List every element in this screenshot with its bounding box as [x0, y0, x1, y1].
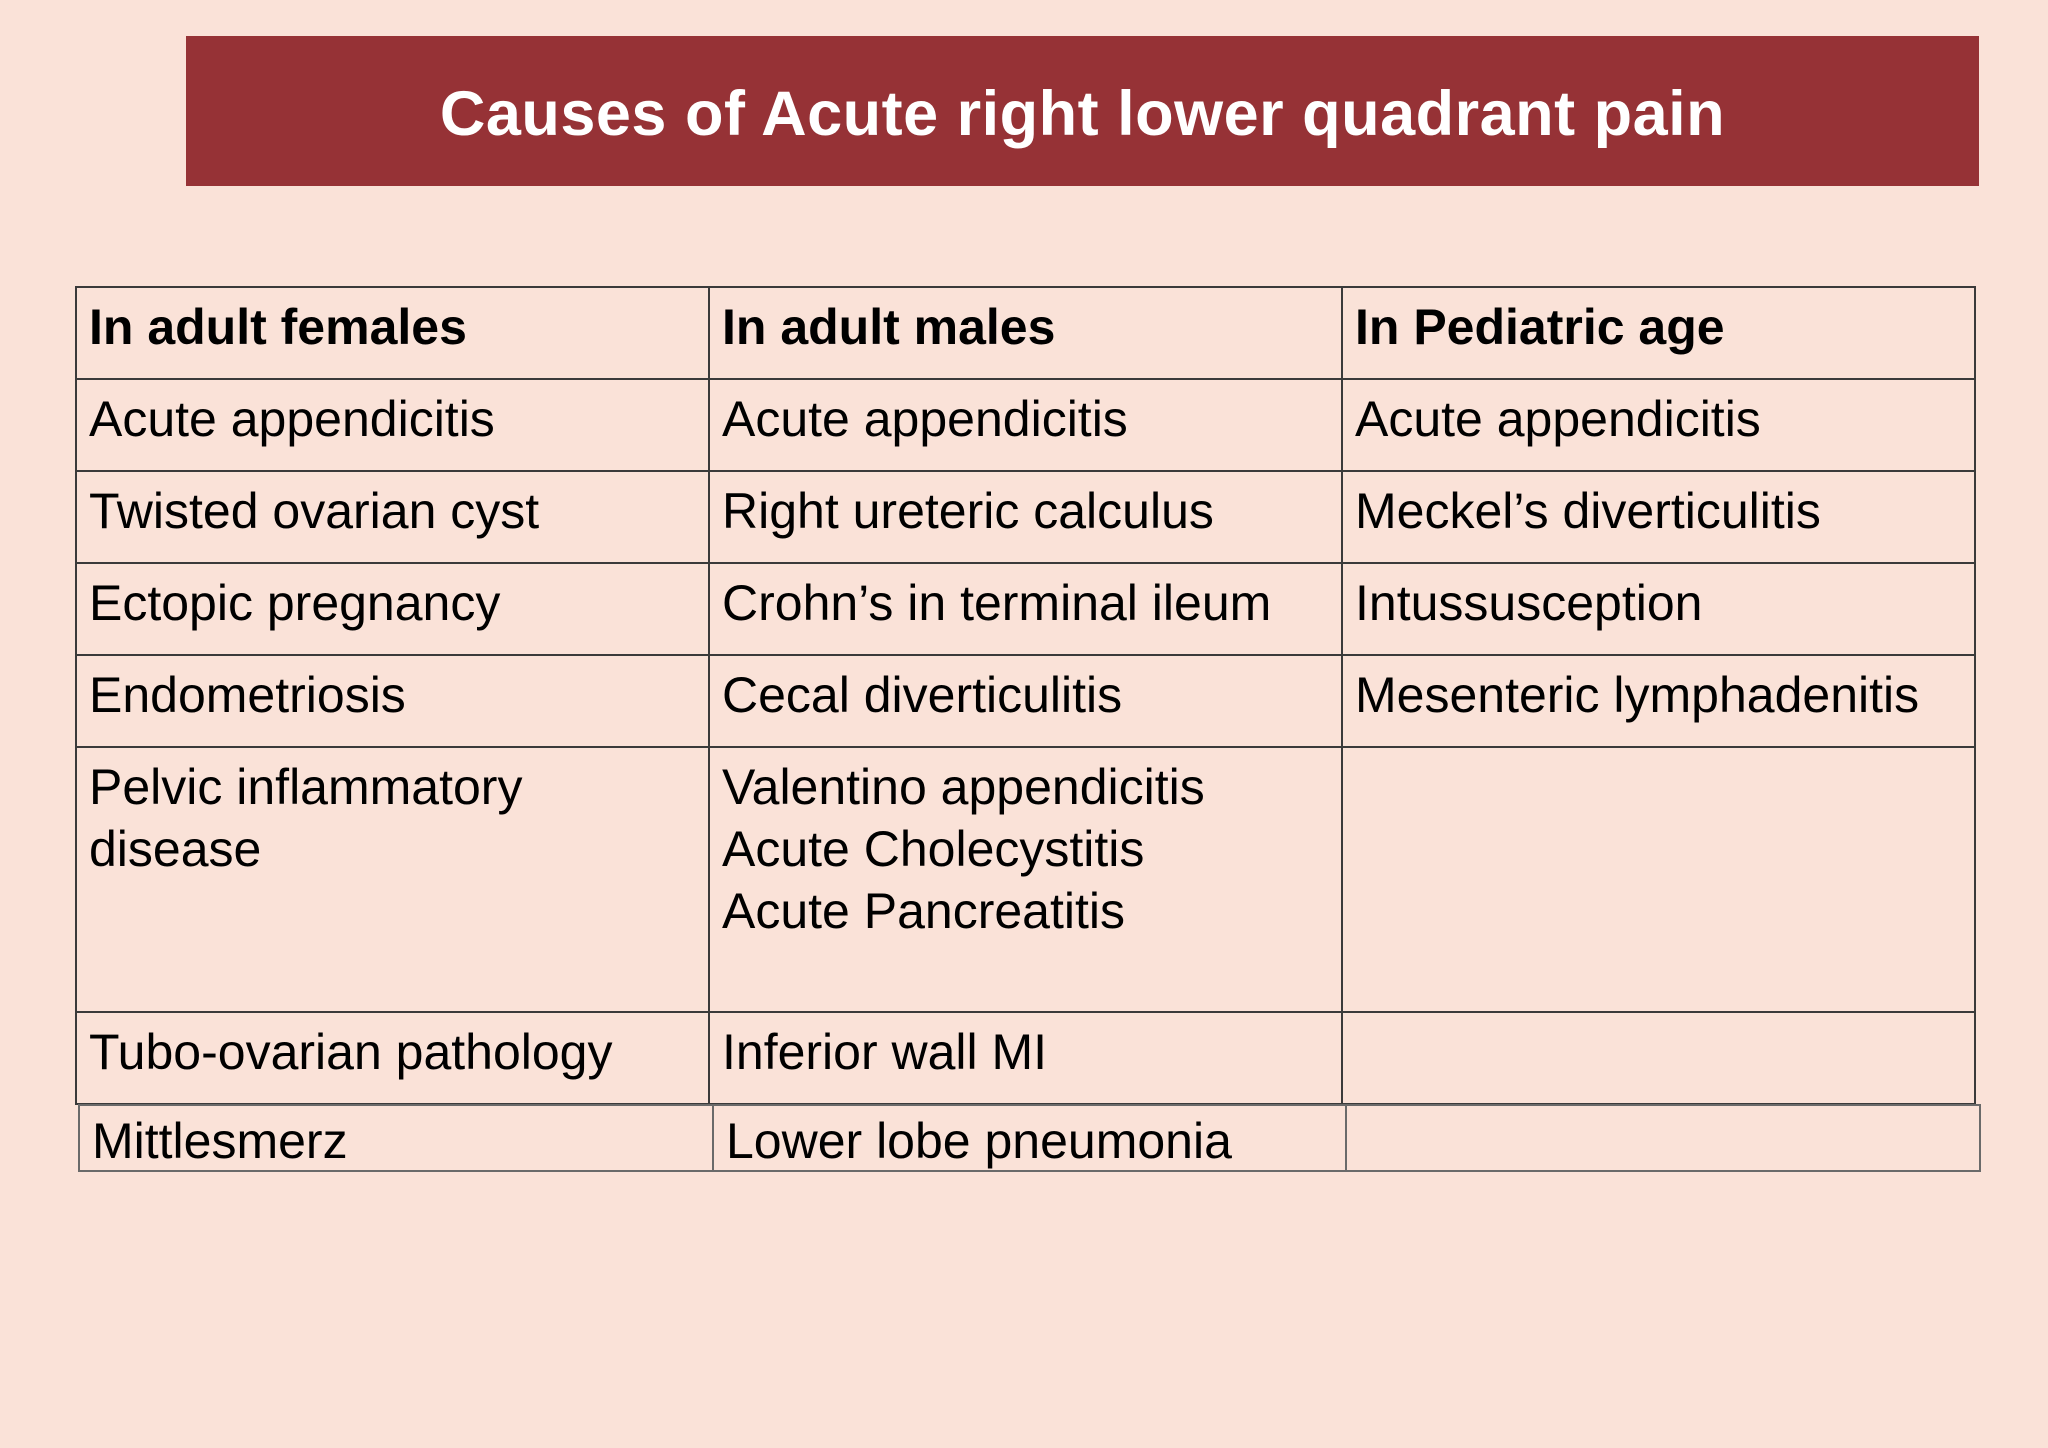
cell-text: Mesenteric lymphadenitis [1355, 667, 1920, 723]
cell-text: Crohn’s in terminal ileum [722, 575, 1272, 631]
table-row [76, 747, 1975, 1012]
cell-text: Valentino appendicitis [722, 759, 1205, 815]
table-row [76, 1012, 1975, 1104]
table-header-row [76, 287, 1975, 379]
cell-text: Right ureteric calculus [722, 483, 1214, 539]
males-cell: Lower lobe pneumonia [713, 1105, 1346, 1171]
pediatric-cell [1342, 747, 1975, 1012]
pediatric-cell [1342, 563, 1975, 655]
pediatric-cell [1346, 1105, 1980, 1171]
cell-text: Tubo-ovarian pathology [89, 1024, 613, 1080]
females-cell [76, 379, 709, 471]
females-cell [76, 1012, 709, 1104]
males-cell [709, 1012, 1342, 1104]
females-cell [76, 655, 709, 747]
header-adult-males: In adult males [709, 287, 1342, 379]
cell-text: Acute appendicitis [1355, 391, 1761, 447]
cell-text: Acute Pancreatitis [722, 883, 1125, 939]
extra-row-table [78, 1104, 1981, 1172]
females-cell [76, 563, 709, 655]
cell-text: Intussusception [1355, 575, 1703, 631]
cell-text: Cecal diverticulitis [722, 667, 1123, 723]
females-cell [76, 747, 709, 1012]
header-pediatric-age: In Pediatric age [1342, 287, 1975, 379]
cell-text: Meckel’s diverticulitis [1355, 483, 1821, 539]
males-cell [709, 563, 1342, 655]
males-cell [709, 379, 1342, 471]
cell-text: Endometriosis [89, 667, 406, 723]
cell-text: Acute Cholecystitis [722, 821, 1145, 877]
cell-text: Ectopic pregnancy [89, 575, 501, 631]
cell-text: Acute appendicitis [89, 391, 495, 447]
pediatric-cell [1342, 379, 1975, 471]
table-row [79, 1105, 1980, 1171]
males-cell [709, 747, 1342, 1012]
pediatric-cell [1342, 655, 1975, 747]
pediatric-cell [1342, 1012, 1975, 1104]
header-adult-females: In adult females [76, 287, 709, 379]
cell-text: Twisted ovarian cyst [89, 483, 540, 539]
cell-text: Pelvic inflammatory disease [89, 759, 523, 877]
table-row [76, 379, 1975, 471]
females-cell [76, 471, 709, 563]
pediatric-cell [1342, 471, 1975, 563]
males-cell [709, 471, 1342, 563]
cell-text: Inferior wall MI [722, 1024, 1048, 1080]
cell-text: Acute appendicitis [722, 391, 1128, 447]
table-row [76, 563, 1975, 655]
females-cell: Mittlesmerz [79, 1105, 713, 1171]
causes-table [75, 286, 1976, 1105]
slide-title: Causes of Acute right lower quadrant pain [439, 79, 1726, 149]
table-row [76, 471, 1975, 563]
table-row [76, 655, 1975, 747]
males-cell [709, 655, 1342, 747]
title-banner [186, 36, 1979, 186]
